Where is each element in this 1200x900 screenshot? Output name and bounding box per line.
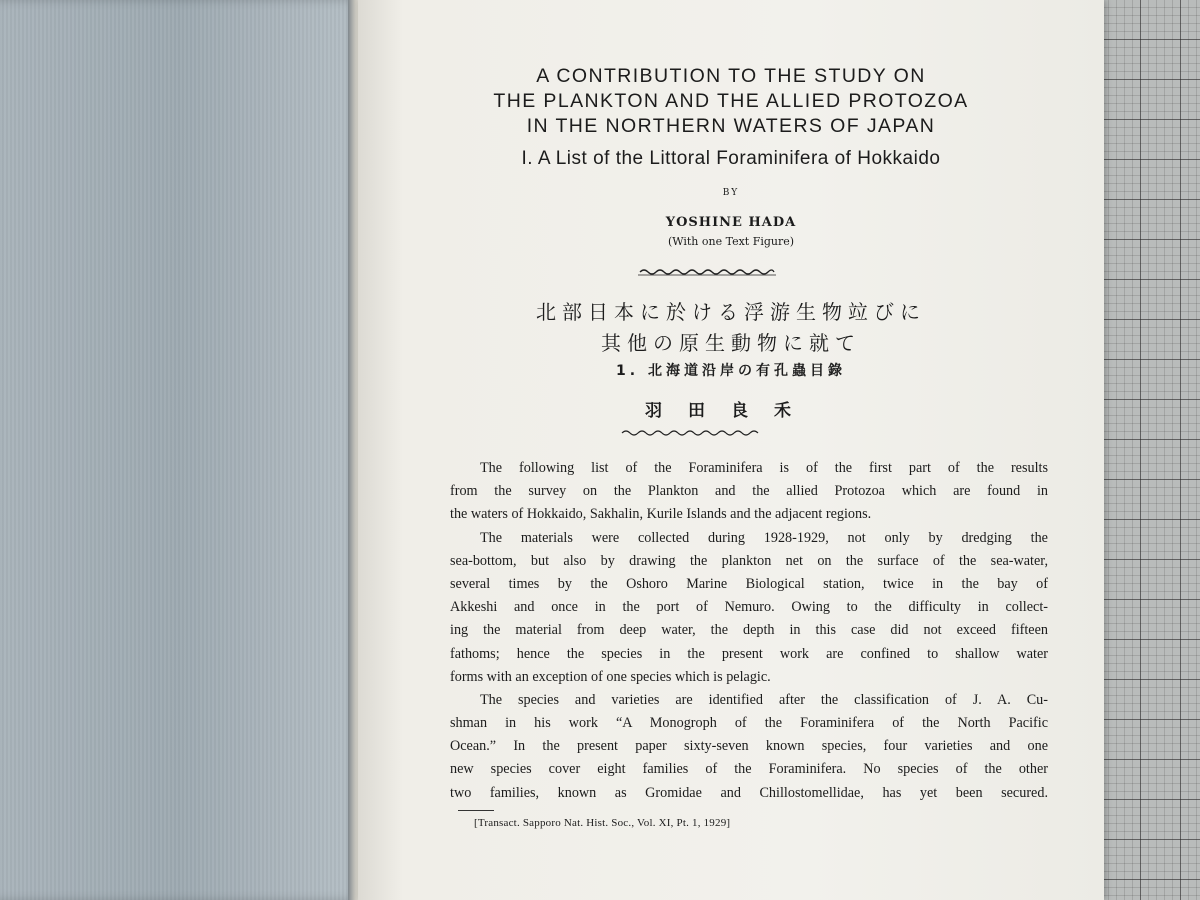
footnote: [Transact. Sapporo Nat. Hist. Soc., Vol. XI, Pt. 1, 1929] (474, 817, 731, 829)
by-label: BY (722, 188, 740, 198)
body-line: Ocean.” In the present paper sixty-seven known species, four varieties and one (450, 738, 1048, 755)
body-line: new species cover eight families of the Foraminifera. No species of the other (450, 761, 1048, 778)
jp-title-line-2: 其他の原生動物に就て (601, 331, 861, 355)
article-subtitle: I. A List of the Littoral Foraminifera of Hokkaido (521, 148, 941, 169)
body-line: The following list of the Foraminifera is of the first part of the results (480, 460, 1048, 476)
body-line: shman in his work “A Monogroph of the Foraminifera of the North Pacific (450, 715, 1048, 732)
body-line: forms with an exception of one species which is pelagic. (450, 668, 771, 685)
body-line: ing the material from deep water, the depth in this case did not exceed fifteen (450, 622, 1048, 639)
body-line: The materials were collected during 1928-1929, not only by dredging the (480, 529, 1048, 546)
author-name: YOSHINE HADA (665, 215, 797, 230)
body-line: sea-bottom, but also by drawing the plankton net on the surface of the sea-water, (450, 552, 1048, 569)
jp-author: 羽田良禾 (645, 401, 817, 421)
wavy-divider-2 (620, 428, 760, 438)
figure-note: (With one Text Figure) (667, 235, 795, 248)
article-title (358, 64, 1104, 139)
wavy-divider (638, 266, 776, 278)
book-cover (0, 0, 358, 900)
body-line: from the survey on the Plankton and the allied Protozoa which are found in (450, 483, 1048, 500)
cutting-mat-grid (1100, 0, 1200, 900)
footnote-rule (458, 810, 494, 811)
book-page (358, 0, 1104, 900)
body-line: two families, known as Gromidae and Chillostomellidae, has yet been secured. (450, 784, 1048, 801)
jp-subtitle: 1. 北海道沿岸の有孔蟲目錄 (616, 363, 846, 379)
jp-title-line-1: 北部日本に於ける浮游生物竝びに (536, 300, 926, 324)
title-line: IN THE NORTHERN WATERS OF JAPAN (526, 115, 936, 137)
title-line: A CONTRIBUTION TO THE STUDY ON (536, 65, 926, 87)
title-line: THE PLANKTON AND THE ALLIED PROTOZOA (493, 90, 969, 112)
article-body (450, 457, 1048, 805)
body-line: fathoms; hence the species in the present work are confined to shallow water (450, 645, 1048, 662)
body-line: Akkeshi and once in the port of Nemuro. Owing to the difficulty in collect- (450, 599, 1048, 616)
body-line: The species and varieties are identified after the classification of J. A. Cu- (480, 691, 1048, 708)
body-line: the waters of Hokkaido, Sakhalin, Kurile Islands and the adjacent regions. (450, 506, 872, 523)
body-line: several times by the Oshoro Marine Biological station, twice in the bay of (450, 575, 1048, 592)
